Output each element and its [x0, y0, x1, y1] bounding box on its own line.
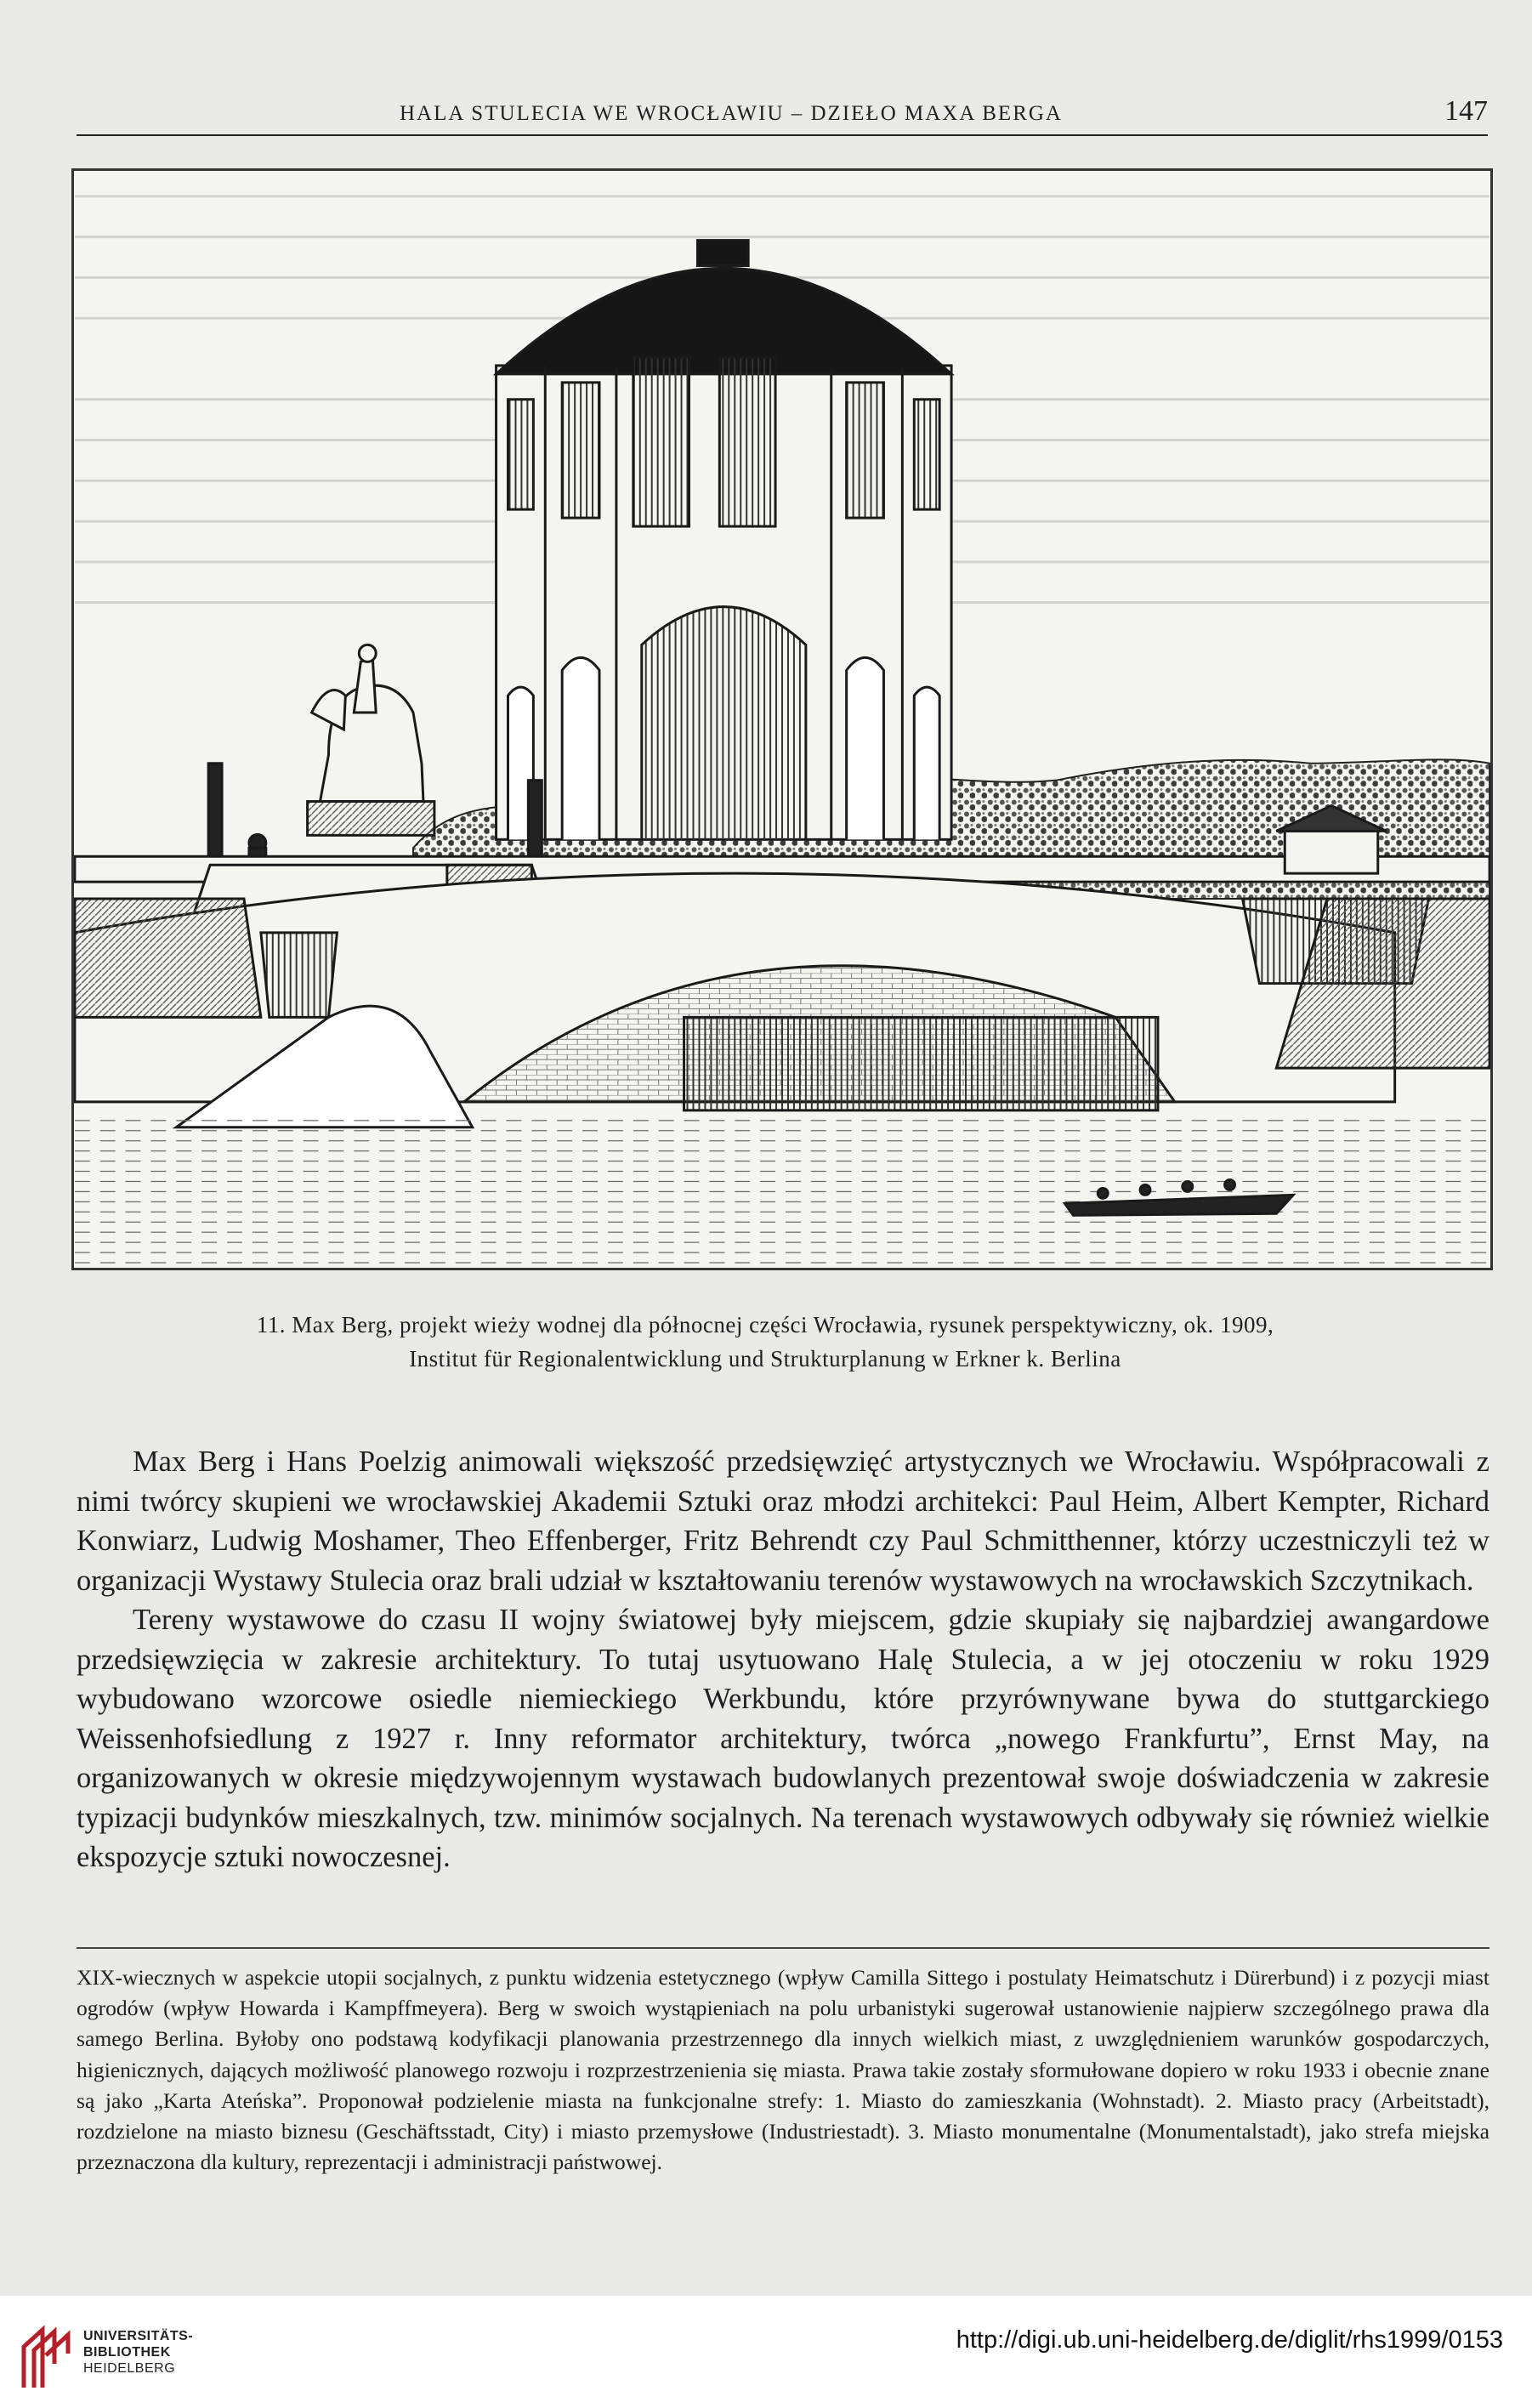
figure-water-tower-drawing [71, 168, 1493, 1270]
water-tower [496, 241, 952, 840]
caption-line-1: 11. Max Berg, projekt wieży wodnej dla północnej części Wrocławia, rysunek perspektywiczny, ok. 1909, [256, 1312, 1274, 1337]
river-water [75, 1119, 1489, 1268]
water-tower-illustration [74, 171, 1490, 1268]
body-paragraph-2: Tereny wystawowe do czasu II wojny światowej były miejscem, gdzie skupiały się najbardziej awangardowe przedsięwzięcia w zakresie architektury. To tutaj usytuowano Halę Stulecia, a w jej otoczeniu w roku 1929 wybudowano wzorcowe osiedle niemieckiego Werkbundu, które przyrównywane bywa do stuttgarckiego Weissenhofsiedlung z 1927 r. Inny reformator architektury, twórca „nowego Frankfurtu”, Ernst May, na organizowanych w okresie międzywojennym wystawach budowlanych prezentował swoje doświadczenia w zakresie typizacji budynków mieszkalnych, tzw. minimów socjalnych. Na terenach wystawowych odbywały się również wielkie ekspozycje sztuki nowoczesnej. [77, 1604, 1489, 1873]
library-name-line-2: BIBLIOTHEK [83, 2345, 171, 2360]
figure-caption [94, 1308, 1437, 1376]
body-text [77, 1442, 1489, 1877]
library-name [83, 2328, 193, 2377]
page-number: 147 [1444, 95, 1488, 127]
running-title: HALA STULECIA WE WROCŁAWIU – DZIEŁO MAXA BERGA [399, 102, 1063, 125]
footnote-divider [77, 1947, 1489, 1949]
library-name-line-3: HEIDELBERG [83, 2361, 176, 2376]
library-name-line-1: UNIVERSITÄTS- [83, 2329, 194, 2343]
caption-line-2: Institut für Regionalentwicklung und Strukturplanung w Erkner k. Berlina [409, 1346, 1121, 1372]
source-url-link[interactable]: http://digi.ub.uni-heidelberg.de/diglit/rhs1999/0153 [956, 2326, 1503, 2354]
running-header [77, 95, 1488, 136]
footnote-text: XIX-wiecznych w aspekcie utopii socjalnych, z punktu widzenia estetycznego (wpływ Camilla Sittego i postulaty Heimatschutz i Dürerbund) i z pozycji miast ogrodów (wpływ Howarda i Kampffmeyera). Berg w swoich wystąpieniach na polu urbanistyki sugerował ustanowienie najpierw szczególnego prawa dla samego Berlina. Byłoby ono podstawą kodyfikacji planowania przestrzennego dla innych wielkich miast, z uwzględnieniem warunków gospodarczych, higienicznych, dających możliwość planowego rozwoju i rozprzestrzenienia się miasta. Prawa takie zostały sformułowane dopiero w roku 1933 i obecnie znane są jako „Karta Ateńska”. Proponował podzielenie miasta na funkcjonalne strefy: 1. Miasto do zamieszkania (Wohnstadt). 2. Miasto pracy (Arbeitstadt), rozdzielone na miasto biznesu (Geschäftsstadt, City) i miasto przemysłowe (Industriestadt). 3. Miasto monumentalne (Monumentalstadt), jako strefa miejska przeznaczona dla kultury, reprezentacji i administracji państwowej. [77, 1965, 1489, 2175]
equestrian-statue [308, 645, 434, 835]
footnote [77, 1962, 1489, 2178]
body-paragraph-1: Max Berg i Hans Poelzig animowali większość przedsięwzięć artystycznych we Wrocławiu. Współpracowali z nimi twórcy skupieni we wrocławskiej Akademii Sztuki oraz młodzi architekci: Paul Heim, Albert Kempter, Richard Konwiarz, Ludwig Moshamer, Theo Effenberger, Fritz Behrendt czy Paul Schmitthenner, którzy uczestniczyli też w organizacji Wystawy Stulecia oraz brali udział w kształtowaniu terenów wystawowych na wrocławskich Szczytnikach. [77, 1445, 1489, 1597]
library-logo-icon [17, 2313, 77, 2391]
